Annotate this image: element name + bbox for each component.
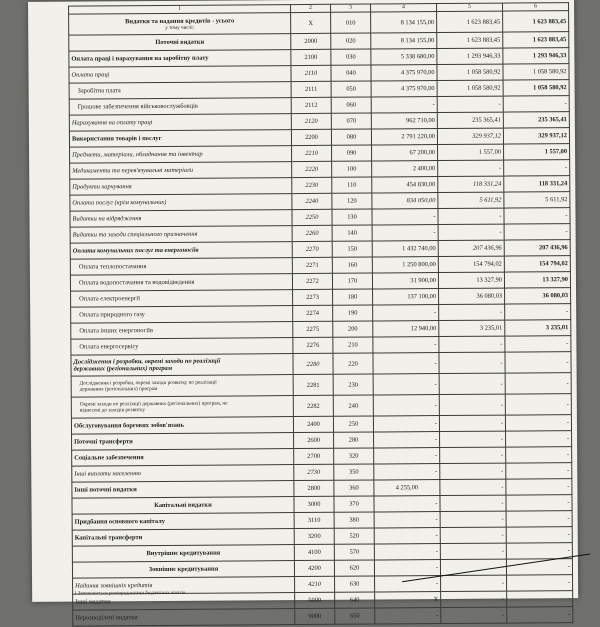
- value-received: 1 623 883,45: [437, 32, 503, 48]
- row-name: Нарахування на оплату праці: [69, 114, 291, 132]
- value-spent: -: [507, 591, 573, 607]
- value-received: -: [439, 336, 505, 352]
- row-name: Видатки на відрядження: [70, 210, 292, 228]
- value-received: 207 436,96: [438, 240, 504, 256]
- kekv-code: 2111: [291, 81, 331, 97]
- line-code: 240: [333, 395, 373, 416]
- kekv-code: 4100: [294, 544, 334, 560]
- value-spent: -: [503, 96, 569, 112]
- value-spent: -: [505, 415, 571, 431]
- value-spent: 5 611,92: [504, 192, 570, 208]
- kekv-code: 2281: [293, 374, 333, 395]
- kekv-code: 2274: [293, 305, 333, 321]
- value-plan: 454 830,00: [372, 177, 438, 193]
- line-code: 130: [332, 209, 372, 225]
- row-name: Інші поточні видатки: [72, 481, 294, 499]
- value-plan: 31 900,00: [372, 273, 438, 289]
- value-plan: 12 940,00: [373, 321, 439, 337]
- value-plan: -: [374, 560, 440, 576]
- value-spent: -: [506, 511, 572, 527]
- value-received: 118 331,24: [438, 176, 504, 192]
- value-plan: -: [373, 337, 439, 353]
- value-received: -: [440, 447, 506, 463]
- value-spent: 3 235,01: [505, 320, 571, 336]
- line-code: 180: [333, 289, 373, 305]
- value-received: 3 235,01: [439, 320, 505, 336]
- line-code: 630: [335, 576, 375, 592]
- kekv-code: 2270: [292, 241, 332, 257]
- row-name: Дослідження і розробки, окремі заходи по реалізації державних (регіональних) програм: [71, 354, 293, 377]
- kekv-code: X: [291, 12, 331, 33]
- value-received: -: [440, 543, 506, 559]
- kekv-code: 2100: [291, 49, 331, 65]
- kekv-code: 2600: [294, 432, 334, 448]
- line-code: 640: [335, 592, 375, 608]
- kekv-code: 3200: [294, 528, 334, 544]
- row-name: Продукти харчування: [70, 178, 292, 196]
- value-spent: -: [506, 479, 572, 495]
- kekv-code: 2120: [291, 113, 331, 129]
- kekv-code: 3000: [294, 496, 334, 512]
- line-code: 190: [333, 305, 373, 321]
- kekv-code: 2700: [294, 448, 334, 464]
- row-name: Оплата енергосервісу: [71, 338, 293, 356]
- value-plan: -: [375, 576, 441, 592]
- kekv-code: 2275: [293, 321, 333, 337]
- row-name: Оплата праці: [69, 66, 291, 84]
- value-received: 1 058 580,92: [437, 64, 503, 80]
- col-num-3: 3: [331, 4, 371, 12]
- line-code: 350: [334, 464, 374, 480]
- value-spent: 1 623 883,45: [503, 32, 569, 48]
- line-code: 160: [332, 257, 372, 273]
- value-received: -: [440, 511, 506, 527]
- col-num-6: 6: [503, 3, 569, 11]
- line-code: 150: [332, 241, 372, 257]
- value-plan: -: [373, 353, 439, 374]
- row-name: Заробітна плата: [69, 82, 291, 100]
- row-name: Оплата водопостачання та водовідведення: [70, 274, 292, 292]
- value-spent: -: [505, 352, 571, 373]
- value-received: 1 623 883,45: [437, 11, 503, 32]
- row-name: Видатки та надання кредитів - усього у тому числі:: [69, 13, 291, 36]
- line-code: 090: [332, 145, 372, 161]
- table-row: [73, 607, 573, 626]
- value-received: 5 611,92: [438, 192, 504, 208]
- line-code: 320: [334, 448, 374, 464]
- kekv-code: 2800: [294, 480, 334, 496]
- kekv-code: 2210: [292, 145, 332, 161]
- value-received: -: [441, 575, 507, 591]
- row-name: Використання товарів і послуг: [69, 130, 291, 148]
- row-name: Надання зовнішніх кредитів: [73, 577, 295, 595]
- kekv-code: 2250: [292, 209, 332, 225]
- value-received: 329 937,12: [437, 128, 503, 144]
- value-plan: -: [374, 496, 440, 512]
- value-plan: -: [374, 448, 440, 464]
- row-name: Поточні видатки: [69, 34, 291, 52]
- line-code: 380: [334, 512, 374, 528]
- kekv-code: 2220: [292, 161, 332, 177]
- line-code: 080: [331, 129, 371, 145]
- value-received: -: [438, 160, 504, 176]
- value-received: 235 365,41: [437, 112, 503, 128]
- value-spent: -: [504, 160, 570, 176]
- value-spent: 154 794,02: [504, 256, 570, 272]
- value-plan: -: [374, 544, 440, 560]
- line-code: 230: [333, 374, 373, 395]
- value-spent: 1 623 883,45: [503, 11, 569, 32]
- line-code: 620: [334, 560, 374, 576]
- line-code: 120: [332, 193, 372, 209]
- col-num-5: 5: [437, 3, 503, 11]
- line-code: 650: [335, 608, 375, 624]
- line-code: 200: [333, 321, 373, 337]
- value-received: -: [437, 96, 503, 112]
- value-plan: -: [374, 512, 440, 528]
- value-spent: -: [506, 431, 572, 447]
- value-received: 154 794,02: [438, 256, 504, 272]
- row-name: Медикаменти та перев'язувальні матеріали: [70, 162, 292, 180]
- kekv-code: 2000: [291, 33, 331, 49]
- value-received: -: [440, 463, 506, 479]
- value-plan: -: [374, 432, 440, 448]
- value-received: -: [440, 479, 506, 495]
- line-code: 360: [334, 480, 374, 496]
- expenditure-table: [68, 2, 573, 626]
- value-spent: 1 557,00: [504, 144, 570, 160]
- value-spent: -: [506, 543, 572, 559]
- value-received: 36 080,03: [439, 288, 505, 304]
- value-plan: 2 791 220,00: [371, 129, 437, 145]
- col-num-1: 1: [69, 5, 291, 15]
- kekv-code: 2110: [291, 65, 331, 81]
- value-plan: 1 250 800,00: [372, 257, 438, 273]
- value-received: -: [438, 224, 504, 240]
- row-name: Капітальні видатки: [72, 497, 294, 515]
- value-plan: -: [373, 305, 439, 321]
- line-code: 210: [333, 337, 373, 353]
- row-name: Інші виплати населенню: [72, 465, 294, 483]
- value-received: -: [440, 527, 506, 543]
- value-spent: -: [504, 208, 570, 224]
- value-plan: 137 100,00: [373, 289, 439, 305]
- kekv-code: 2230: [292, 177, 332, 193]
- value-spent: 118 331,24: [504, 176, 570, 192]
- value-received: 13 327,90: [438, 272, 504, 288]
- value-plan: 67 200,00: [372, 145, 438, 161]
- value-plan: X: [375, 592, 441, 608]
- value-spent: 1 293 946,33: [503, 48, 569, 64]
- line-code: 520: [334, 528, 374, 544]
- row-name: Внутрішнє кредитування: [72, 545, 294, 563]
- row-name: Поточні трансферти: [72, 433, 294, 451]
- value-spent: 329 937,12: [503, 128, 569, 144]
- kekv-code: 2271: [292, 257, 332, 273]
- value-received: -: [438, 208, 504, 224]
- value-plan: -: [374, 464, 440, 480]
- value-spent: -: [507, 575, 573, 591]
- line-code: 100: [332, 161, 372, 177]
- value-plan: 1 432 740,00: [372, 241, 438, 257]
- line-code: 070: [331, 113, 371, 129]
- value-plan: -: [373, 374, 439, 395]
- value-received: 1 293 946,33: [437, 48, 503, 64]
- value-spent: -: [506, 447, 572, 463]
- kekv-code: 2276: [293, 337, 333, 353]
- kekv-code: 5000: [295, 592, 335, 608]
- value-plan: 834 050,00: [372, 193, 438, 209]
- value-plan: -: [373, 416, 439, 432]
- value-spent: -: [505, 394, 571, 415]
- line-code: 030: [331, 49, 371, 65]
- kekv-code: 2112: [291, 97, 331, 113]
- line-code: 280: [334, 432, 374, 448]
- row-name: Оплата комунальних послуг та енергоносіїв: [70, 242, 292, 260]
- row-name: Оплата природного газу: [71, 306, 293, 324]
- value-spent: -: [505, 304, 571, 320]
- row-name: Окремі заходи по реалізації державних (регіональних) програм, не віднесені до заходів розвитку: [71, 396, 293, 419]
- value-plan: 8 134 155,00: [371, 33, 437, 49]
- row-name: Нерозподілені видатки: [73, 609, 295, 627]
- line-code: 020: [331, 33, 371, 49]
- line-code: 010: [331, 12, 371, 33]
- kekv-code: 2282: [293, 395, 333, 416]
- line-code: 570: [334, 544, 374, 560]
- value-spent: -: [505, 373, 571, 394]
- row-name: Предмети, матеріали, обладнання та інвентар: [70, 146, 292, 164]
- kekv-code: 2280: [293, 353, 333, 374]
- value-spent: -: [504, 224, 570, 240]
- line-code: 220: [333, 353, 373, 374]
- row-name: Інші видатки: [73, 593, 295, 611]
- row-name: Зовнішнє кредитування: [72, 561, 294, 579]
- value-spent: 1 058 580,92: [503, 64, 569, 80]
- kekv-code: 2730: [294, 464, 334, 480]
- value-spent: 207 436,96: [504, 240, 570, 256]
- kekv-code: 2260: [292, 225, 332, 241]
- line-code: 370: [334, 496, 374, 512]
- value-received: -: [440, 431, 506, 447]
- line-code: 050: [331, 81, 371, 97]
- footnote: 1 Заповнюється розпорядниками бюджетних коштів: [74, 590, 186, 597]
- kekv-code: 2400: [293, 416, 333, 432]
- kekv-code: 3110: [294, 512, 334, 528]
- value-spent: 13 327,90: [504, 272, 570, 288]
- value-received: -: [440, 495, 506, 511]
- row-name: Дослідження і розробки, окремі заходи розвитку по реалізації державних (регіональних) програм: [71, 375, 293, 398]
- value-plan: -: [375, 608, 441, 624]
- line-code: 250: [333, 416, 373, 432]
- value-plan: 8 134 155,00: [371, 12, 437, 33]
- value-spent: -: [506, 527, 572, 543]
- row-name: Видатки та заходи спеціального призначення: [70, 226, 292, 244]
- value-received: -: [441, 591, 507, 607]
- document-sheet: [28, 0, 578, 622]
- value-spent: -: [505, 336, 571, 352]
- row-name: Оплата теплопостачання: [70, 258, 292, 276]
- row-name: Грошове забезпечення військовослужбовців: [69, 98, 291, 116]
- value-received: -: [439, 415, 505, 431]
- value-received: -: [441, 607, 507, 623]
- value-spent: 36 080,03: [505, 288, 571, 304]
- col-num-4: 4: [371, 4, 437, 12]
- row-name: Соціальне забезпечення: [72, 449, 294, 467]
- col-num-2: 2: [291, 4, 331, 12]
- value-plan: 962 710,00: [371, 113, 437, 129]
- kekv-code: 4210: [295, 576, 335, 592]
- row-name: Оплата послуг (крім комунальних): [70, 194, 292, 212]
- value-spent: -: [506, 495, 572, 511]
- value-received: 1 058 580,92: [437, 80, 503, 96]
- kekv-code: 4200: [294, 560, 334, 576]
- line-code: 140: [332, 225, 372, 241]
- value-plan: -: [371, 97, 437, 113]
- value-plan: 5 338 680,00: [371, 49, 437, 65]
- value-plan: -: [373, 395, 439, 416]
- value-spent: -: [506, 559, 572, 575]
- kekv-code: 2200: [291, 129, 331, 145]
- row-name: Придбання основного капіталу: [72, 513, 294, 531]
- value-plan: 4 375 970,00: [371, 81, 437, 97]
- row-name: Оплата електроенергії: [71, 290, 293, 308]
- value-received: -: [439, 352, 505, 373]
- value-received: -: [439, 304, 505, 320]
- line-code: 110: [332, 177, 372, 193]
- value-spent: -: [506, 463, 572, 479]
- row-name: Капітальні трансферти: [72, 529, 294, 547]
- line-code: 170: [332, 273, 372, 289]
- row-name: Оплата інших енергоносіїв: [71, 322, 293, 340]
- row-name: Оплата праці і нарахування на заробітну плату: [69, 50, 291, 68]
- value-spent: -: [507, 607, 573, 623]
- value-plan: -: [372, 225, 438, 241]
- value-received: -: [439, 394, 505, 415]
- kekv-code: 2273: [293, 289, 333, 305]
- value-received: 1 557,00: [438, 144, 504, 160]
- value-plan: 2 400,00: [372, 161, 438, 177]
- value-plan: 4 375 970,00: [371, 65, 437, 81]
- value-received: -: [439, 373, 505, 394]
- value-spent: 1 058 580,92: [503, 80, 569, 96]
- row-name: Обслуговування боргових зобов'язань: [71, 417, 293, 435]
- value-plan: -: [374, 528, 440, 544]
- value-spent: 235 365,41: [503, 112, 569, 128]
- kekv-code: 2240: [292, 193, 332, 209]
- kekv-code: 2272: [292, 273, 332, 289]
- kekv-code: 9000: [295, 608, 335, 624]
- value-plan: 4 255,00: [374, 480, 440, 496]
- line-code: 060: [331, 97, 371, 113]
- value-plan: -: [372, 209, 438, 225]
- line-code: 040: [331, 65, 371, 81]
